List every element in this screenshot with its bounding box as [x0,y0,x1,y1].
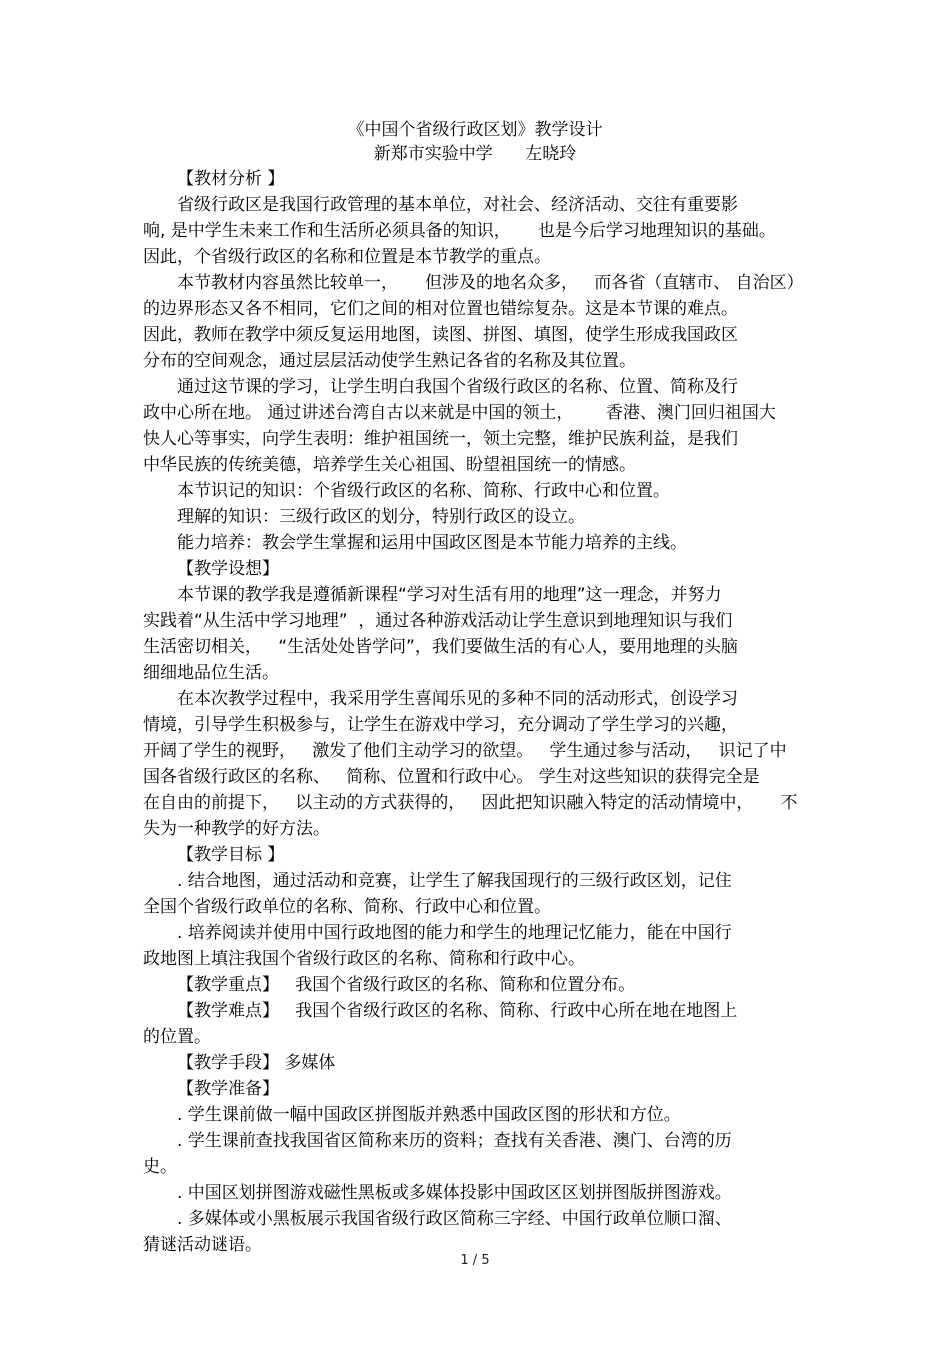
text-line: 通过这节课的学习，让学生明白我国个省级行政区的名称、位置、简称及行 [177,377,738,397]
text-line: 【教学准备】 [177,1079,279,1099]
document-author: 新郑市实验中学 左晓玲 [373,144,577,164]
text-line: 政中心所在地。 通过讲述台湾自古以来就是中国的领土， 香港、澳门回归祖国大 [143,403,776,423]
text-line: 【教材分析 】 [177,169,285,189]
text-line: . 学生课前查找我国省区简称来历的资料；查找有关香港、澳门、台湾的历 [177,1131,732,1151]
text-line: 因此，个省级行政区的名称和位置是本节教学的重点。 [143,247,551,267]
text-line: . 中国区划拼图游戏磁性黑板或多媒体投影中国政区区划拼图版拼图游戏。 [177,1183,732,1203]
document-body [143,166,813,1258]
text-line: 失为一种教学的好方法。 [143,819,330,839]
text-line: 全国个省级行政单位的名称、简称、行政中心和位置。 [143,897,551,917]
text-line: 猜谜活动谜语。 [143,1235,262,1255]
text-line: 的边界形态又各不相同，它们之间的相对位置也错综复杂。这是本节课的难点。 [143,299,738,319]
text-line: 【教学设想】 [177,559,279,579]
text-line: 政地图上填注我国个省级行政区的名称、简称和行政中心。 [143,949,585,969]
text-line: 分布的空间观念，通过层层活动使学生熟记各省的名称及其位置。 [143,351,636,371]
text-line: 【教学重点】 我国个省级行政区的名称、简称和位置分布。 [177,975,636,995]
text-line: . 培养阅读并使用中国行政地图的能力和学生的地理记忆能力，能在中国行 [177,923,732,943]
text-line: 省级行政区是我国行政管理的基本单位，对社会、经济活动、交往有重要影 [177,195,738,215]
text-line: 史。 [143,1157,177,1177]
text-line: 快人心等事实，向学生表明：维护祖国统一，领土完整，维护民族利益，是我们 [143,429,738,449]
text-line: 国各省级行政区的名称、 简称、位置和行政中心。 学生对这些知识的获得完全是 [143,767,760,787]
text-line: 细细地品位生活。 [143,663,279,683]
text-line: 在本次教学过程中，我采用学生喜闻乐见的多种不同的活动形式，创设学习 [177,689,738,709]
text-line: 【教学手段】 多媒体 [177,1053,336,1073]
text-line: 能力培养：教会学生掌握和运用中国政区图是本节能力培养的主线。 [177,533,687,553]
text-line: 的位置。 [143,1027,211,1047]
text-line: 响, 是中学生未来工作和生活所必须具备的知识， 也是今后学习地理知识的基础。 [143,221,776,241]
text-line: 实践着“从生活中学习地理” ，通过各种游戏活动让学生意识到地理知识与我们 [143,611,733,631]
text-line: 本节识记的知识：个省级行政区的名称、简称、行政中心和位置。 [177,481,670,501]
text-line: 本节教材内容虽然比较单一， 但涉及的地名众多， 而各省（直辖市、 自治区） [177,273,804,293]
text-line: 情境，引导学生积极参与，让学生在游戏中学习，充分调动了学生学习的兴趣， [143,715,738,735]
text-line: 【教学难点】 我国个省级行政区的名称、简称、行政中心所在地在地图上 [177,1001,738,1021]
text-line: 生活密切相关， “生活处处皆学问”，我们要做生活的有心人，要用地理的头脑 [143,637,738,657]
text-line: . 结合地图，通过活动和竞赛，让学生了解我国现行的三级行政区划，记住 [177,871,732,891]
text-line: . 多媒体或小黑板展示我国省级行政区简称三字经、中国行政单位顺口溜、 [177,1209,732,1229]
text-line: 因此，教师在教学中须反复运用地图，读图、拼图、填图，使学生形成我国政区 [143,325,738,345]
document-title: 《中国个省级行政区划》教学设计 [347,120,603,140]
text-line: 本节课的教学我是遵循新课程“学习对生活有用的地理”这一理念，并努力 [177,585,722,605]
text-line: 【教学目标 】 [177,845,285,865]
text-line: . 学生课前做一幅中国政区拼图版并熟悉中国政区图的形状和方位。 [177,1105,681,1125]
text-line: 中华民族的传统美德，培养学生关心祖国、盼望祖国统一的情感。 [143,455,636,475]
text-line: 在自由的前提下， 以主动的方式获得的， 因此把知识融入特定的活动情境中， 不 [143,793,798,813]
text-line: 开阔了学生的视野， 激发了他们主动学习的欲望。 学生通过参与活动， 识记了中 [143,741,787,761]
page-indicator: 1 / 5 [460,1253,490,1268]
text-line: 理解的知识：三级行政区的划分，特别行政区的设立。 [177,507,585,527]
